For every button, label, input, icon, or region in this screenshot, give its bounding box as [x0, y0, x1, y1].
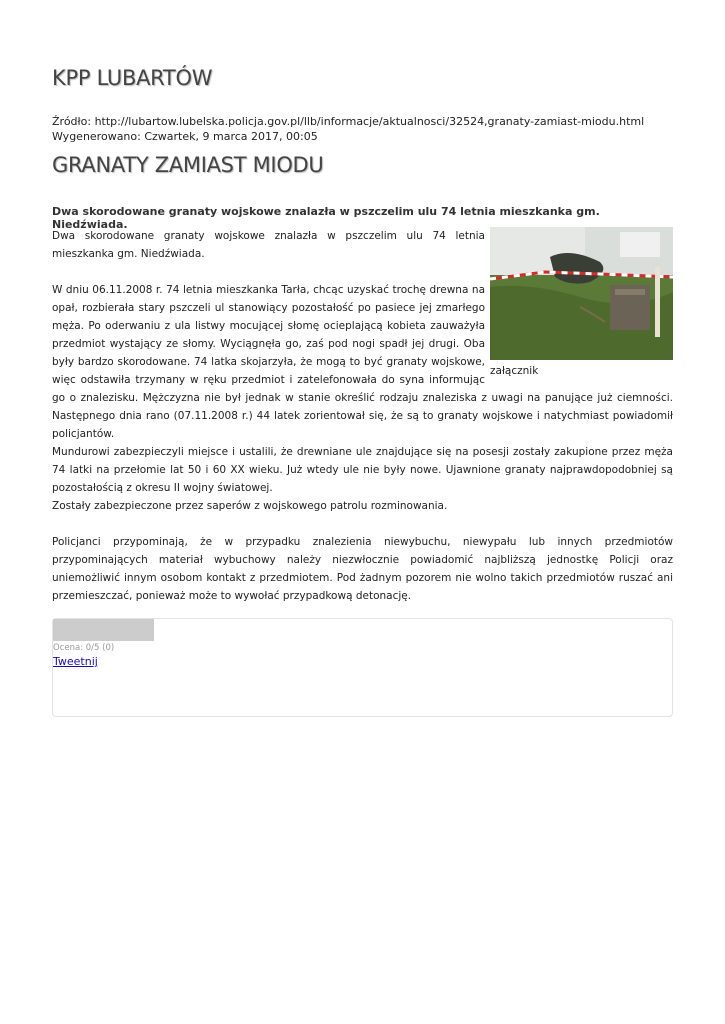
article-photo[interactable] — [490, 227, 673, 360]
site-title: KPP LUBARTÓW — [52, 66, 213, 90]
photo-illustration — [490, 227, 673, 360]
tweet-link[interactable]: Tweetnij — [53, 655, 98, 668]
paragraph-5: Policjanci przypominają, że w przypadku znalezienia niewybuchu, niewypału lub innych przedmiotów przypominających materiał wybuchowy należy niezwłocznie powiadomić najbliższą jednostkę Policji oraz uniemożliwić innym osobom kontakt z przedmiotem. Pod żadnym pozorem nie wolno takich przedmiotów ruszać ani przemieszczać, ponieważ może to wywołać przypadkową detonację. — [52, 536, 673, 602]
paragraph-1: Dwa skorodowane granaty wojskowe znalazła w pszczelim ulu 74 letnia mieszkanka gm. Niedźwiada. — [52, 230, 485, 260]
source-line: Źródło: http://lubartow.lubelska.policja.gov.pl/llb/informacje/aktualnosci/32524,granaty-zamiast-miodu.html — [52, 115, 645, 128]
generated-line: Wygenerowano: Czwartek, 9 marca 2017, 00:05 — [52, 130, 318, 143]
paragraph-3: Mundurowi zabezpieczyli miejsce i ustalili, że drewniane ule znajdujące się na posesji zostały zakupione przez męża 74 latki na przełomie lat 50 i 60 XX wieku. Już wtedy ule nie były nowe. Ujawnione granaty najprawdopodobniej są pozostałością z okresu II wojny światowej. — [52, 446, 673, 494]
article-figure — [490, 227, 673, 380]
image-caption: załącznik — [490, 365, 539, 377]
article-body — [52, 227, 673, 605]
rating-stars-bar[interactable] — [53, 619, 154, 641]
rating-text: Ocena: 0/5 (0) — [53, 643, 115, 653]
meta-info — [52, 114, 644, 144]
article-lead: Dwa skorodowane granaty wojskowe znalazła w pszczelim ulu 74 letnia mieszkanka gm. Niedźwiada. — [52, 205, 600, 231]
paragraph-4: Zostały zabezpieczone przez saperów z wojskowego patrolu rozminowania. — [52, 500, 448, 512]
rating-box — [52, 618, 673, 717]
article-title: GRANATY ZAMIAST MIODU — [52, 153, 324, 177]
paragraph-2: W dniu 06.11.2008 r. 74 letnia mieszkanka Tarła, chcąc uzyskać trochę drewna na opał, rozbierała stary pszczeli ul stanowiący pozostałość po pasiece jej zmarłego męża. Po oderwaniu z ula listwy mocującej słomę ocieplającą kobieta zauważyła przedmiot wystający ze słomy. Wyciągnęła go, zaś pod nogi spadł jej drugi. Oba były bardzo skorodowane. 74 latka skojarzyła, że mogą to być granaty wojskowe, więc odstawiła trzymany w ręku przedmiot i zatelefonowała do syna informując go o znalezisku. Mężczyzna nie był jednak w stanie określić rodzaju znaleziska z uwagi na panujące już ciemności. Następnego dnia rano (07.11.2008 r.) 44 latek zorientował się, że są to granaty wojskowe i natychmiast powiadomił policjantów. — [52, 284, 673, 440]
